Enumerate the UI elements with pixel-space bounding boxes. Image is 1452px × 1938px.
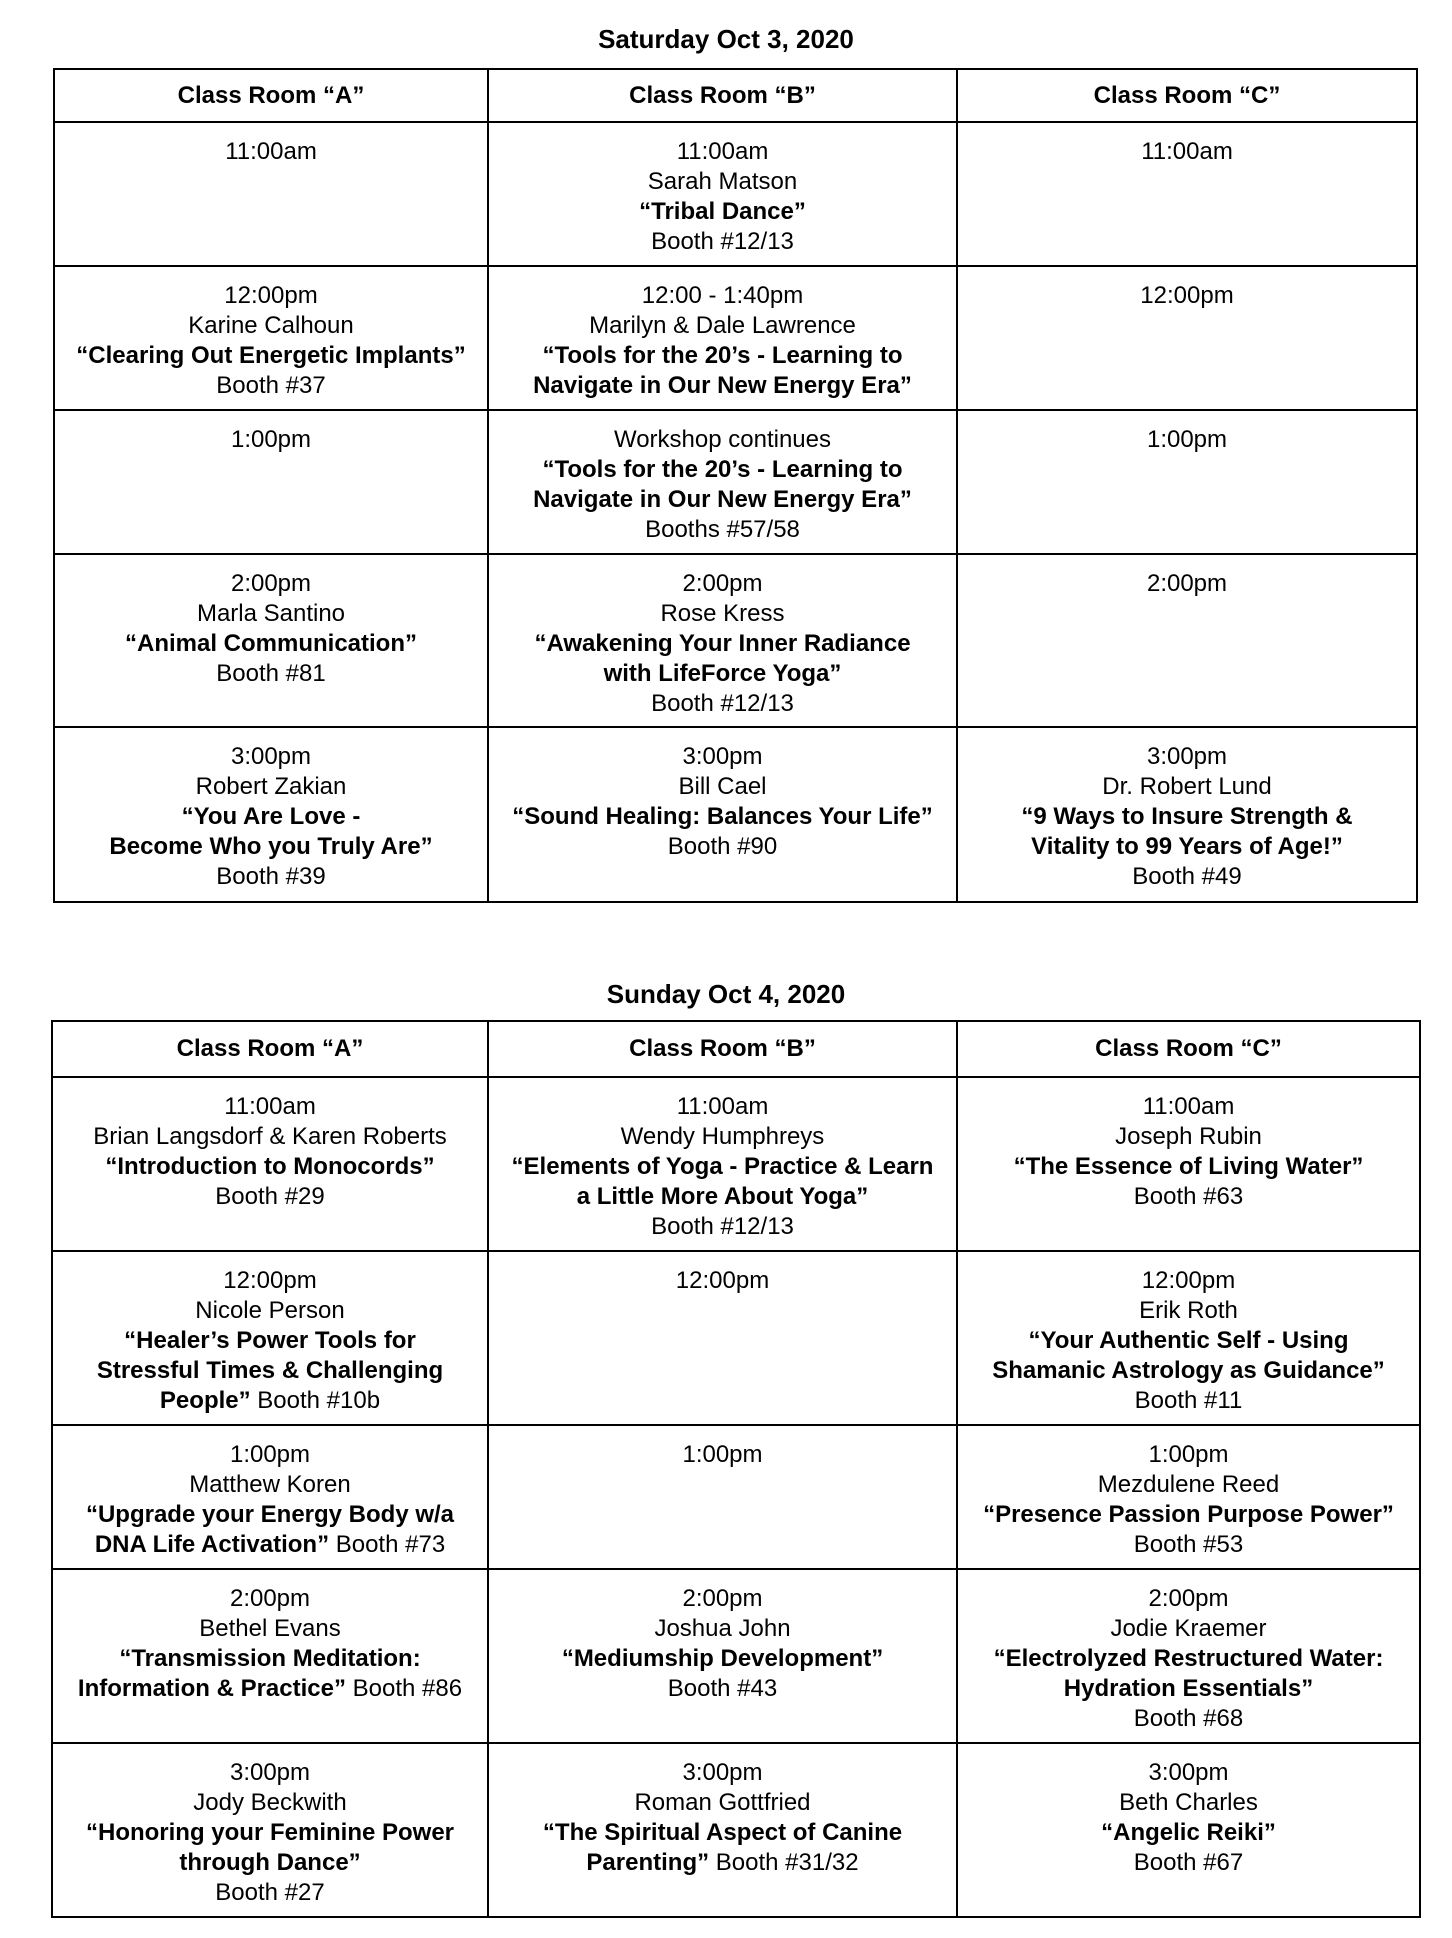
session-text-line [59,1296,481,1326]
title-text: Parenting” [586,1849,710,1876]
text: 3:00pm [1148,1759,1229,1786]
session-time [59,1266,481,1296]
session-text-line [964,1530,1413,1560]
text: 12:00pm [1141,1267,1236,1294]
session-text-line [61,311,481,341]
session-text-line [495,515,950,545]
text: 2:00pm [1146,570,1228,597]
session-text-line [964,772,1410,802]
session-text-line [495,1674,950,1704]
session-text-line [61,659,481,689]
session-cell-room-a [54,410,488,554]
session-title-line [495,1818,950,1848]
session-title-line [59,1674,481,1704]
session-time [61,425,481,455]
session-title-line [59,1530,481,1560]
text: 11:00am [225,138,317,165]
title-text: “The Spiritual Aspect of Canine [542,1819,903,1846]
title-text: “Honoring your Feminine Power [85,1819,455,1846]
text: 12:00pm [224,282,318,309]
session-time [495,1092,950,1122]
text: 1:00pm [229,1441,311,1468]
session-text-line [59,1878,481,1908]
text: Dr. Robert Lund [1102,773,1272,800]
session-text-line [964,1182,1413,1212]
session-cell-room-c [957,1251,1420,1425]
text: Rose Kress [660,600,785,627]
text: 2:00pm [1148,1585,1229,1612]
session-cell-room-b [488,1743,957,1917]
session-time [964,281,1410,311]
room-a-header: Class Room “A” [54,69,488,122]
text: 11:00am [676,1093,769,1120]
session-cell-room-b [488,1569,957,1743]
title-text: DNA Life Activation” [94,1531,330,1558]
session-title-line [495,629,950,659]
saturday-title: Saturday Oct 3, 2020 [598,24,854,54]
session-title-line [495,802,950,832]
title-text: “You Are Love - [181,803,361,830]
title-text: Become Who you Truly Are” [109,833,433,860]
text: Sarah Matson [647,168,798,195]
text: Erik Roth [1139,1297,1238,1324]
session-text-line [59,1614,481,1644]
title-text: “Tools for the 20’s - Learning to [542,456,903,483]
title-text: “Transmission Meditation: [119,1645,421,1672]
text: 3:00pm [682,1759,763,1786]
text: Booth #68 [1133,1705,1244,1732]
session-time [495,425,950,455]
title-text: Vitality to 99 Years of Age!” [1031,833,1343,860]
session-text-line [61,862,481,892]
text: 1:00pm [682,1441,763,1468]
session-cell-room-b [488,727,957,902]
text: Bethel Evans [199,1615,341,1642]
session-time [495,1584,950,1614]
title-text: “Elements of Yoga - Practice & Learn [511,1153,934,1180]
session-title-line [495,455,950,485]
session-title-line [964,1674,1413,1704]
session-text-line [495,599,950,629]
session-title-line [59,1848,481,1878]
title-text: Stressful Times & Challenging [96,1357,444,1384]
session-title-line [61,832,481,862]
session-text-line [964,1470,1413,1500]
session-title-line [495,197,950,227]
session-text-line [59,1122,481,1152]
title-text: “Tribal Dance” [639,198,806,225]
title-text: “Clearing Out Energetic Implants” [76,342,466,369]
text: 3:00pm [230,743,312,770]
text: 1:00pm [1146,426,1228,453]
session-text-line [964,862,1410,892]
session-title-line [964,1356,1413,1386]
text: Booth #39 [216,863,326,890]
text: Booth #43 [667,1675,778,1702]
session-time [61,281,481,311]
session-title-line [59,1818,481,1848]
session-title-line [964,832,1410,862]
title-text: “Electrolyzed Restructured Water: [993,1645,1384,1672]
session-text-line [495,689,950,719]
text: Jodie Kraemer [1110,1615,1267,1642]
schedule-row [52,1569,1420,1743]
session-text-line [495,311,950,341]
text: Booth #81 [216,660,326,687]
session-time [61,569,481,599]
session-cell-room-a [54,727,488,902]
text: 12:00pm [1140,282,1234,309]
text: Booths #57/58 [645,516,800,543]
session-title-line [59,1386,481,1416]
text: Robert Zakian [195,773,347,800]
session-text-line [964,1848,1413,1878]
text: 3:00pm [1146,743,1228,770]
sunday-title: Sunday Oct 4, 2020 [606,979,846,1009]
session-text-line [964,1704,1413,1734]
session-cell-room-a [54,266,488,410]
text: Booth #12/13 [651,690,794,717]
session-text-line [61,772,481,802]
session-text-line [964,1788,1413,1818]
text: 12:00 - 1:40pm [641,282,804,309]
text: 2:00pm [682,570,763,597]
text: Karine Calhoun [188,312,354,339]
session-text-line [61,371,481,401]
text: 11:00am [1142,1093,1235,1120]
session-title-line [495,1644,950,1674]
title-text: Shamanic Astrology as Guidance” [992,1357,1385,1384]
saturday-schedule-table [53,68,1418,903]
text: Matthew Koren [189,1471,351,1498]
session-cell-room-b [488,410,957,554]
schedule-row [52,1425,1420,1569]
session-cell-room-c [957,1077,1420,1251]
schedule-row [54,410,1417,554]
sunday-schedule-table [51,1020,1421,1918]
session-time [964,425,1410,455]
session-cell-room-c [957,1743,1420,1917]
schedule-row [52,1077,1420,1251]
session-cell-room-c [957,122,1417,266]
session-time [59,1092,481,1122]
text: Nicole Person [195,1297,345,1324]
session-title-line [59,1356,481,1386]
title-text: “Angelic Reiki” [1101,1819,1276,1846]
booth-number: Booth #10b [250,1387,381,1414]
session-title-line [495,371,950,401]
title-text: “Awakening Your Inner Radiance [534,630,911,657]
session-cell-room-c [957,727,1417,902]
session-time [964,1440,1413,1470]
session-title-line [59,1500,481,1530]
session-time [964,1266,1413,1296]
session-time [59,1584,481,1614]
session-title-line [59,1326,481,1356]
text: 11:00am [676,138,769,165]
session-text-line [964,1296,1413,1326]
title-text: “Sound Healing: Balances Your Life” [512,803,933,830]
session-time [61,742,481,772]
text: 1:00pm [1148,1441,1229,1468]
session-time [964,1584,1413,1614]
session-text-line [964,1122,1413,1152]
title-text: “Mediumship Development” [561,1645,884,1672]
room-b-header: Class Room “B” [488,1021,957,1077]
session-time [964,742,1410,772]
session-time [964,137,1410,167]
session-time [59,1758,481,1788]
session-text-line [59,1182,481,1212]
session-title-line [495,341,950,371]
booth-number: Booth #73 [329,1531,446,1558]
session-text-line [495,1788,950,1818]
title-text: People” [159,1387,251,1414]
room-b-header: Class Room “B” [488,69,957,122]
text: Booth #12/13 [651,228,794,255]
session-text-line [61,599,481,629]
text: Booth #67 [1133,1849,1244,1876]
text: 2:00pm [229,1585,311,1612]
session-cell-room-a [52,1569,488,1743]
text: Mezdulene Reed [1097,1471,1280,1498]
text: Bill Cael [678,773,767,800]
session-title-line [964,1818,1413,1848]
session-title-line [964,802,1410,832]
session-cell-room-b [488,1425,957,1569]
session-time [964,1758,1413,1788]
session-cell-room-a [52,1743,488,1917]
text: 3:00pm [229,1759,311,1786]
title-text: “The Essence of Living Water” [1013,1153,1364,1180]
title-text: “9 Ways to Insure Strength & [1021,803,1353,830]
title-text: “Presence Passion Purpose Power” [983,1501,1394,1528]
session-cell-room-c [957,554,1417,727]
text: 12:00pm [223,1267,317,1294]
schedule-row [54,727,1417,902]
session-cell-room-b [488,554,957,727]
session-time [495,1266,950,1296]
session-title-line [964,1326,1413,1356]
text: 11:00am [1141,138,1233,165]
session-time [495,281,950,311]
session-time [59,1440,481,1470]
text: Jody Beckwith [193,1789,347,1816]
text: 2:00pm [230,570,312,597]
session-text-line [964,1614,1413,1644]
session-time [495,137,950,167]
schedule-row [54,554,1417,727]
text: Booth #90 [667,833,778,860]
text: Booth #63 [1133,1183,1244,1210]
session-text-line [495,1212,950,1242]
text: Joseph Rubin [1115,1123,1262,1150]
text: Booth #27 [215,1879,325,1906]
title-text: through Dance” [179,1849,361,1876]
room-c-header: Class Room “C” [957,1021,1420,1077]
text: Booth #53 [1133,1531,1244,1558]
session-title-line [964,1500,1413,1530]
session-text-line [495,832,950,862]
session-cell-room-b [488,1077,957,1251]
session-cell-room-c [957,410,1417,554]
session-text-line [964,1386,1413,1416]
session-title-line [61,802,481,832]
session-time [964,569,1410,599]
session-text-line [59,1788,481,1818]
text: Marla Santino [196,600,346,627]
session-title-line [964,1644,1413,1674]
schedule-row [52,1743,1420,1917]
session-title-line [61,629,481,659]
session-text-line [495,227,950,257]
session-title-line [495,485,950,515]
session-title-line [59,1152,481,1182]
session-text-line [495,1122,950,1152]
session-time [61,137,481,167]
session-text-line [495,772,950,802]
title-text: “Introduction to Monocords” [105,1153,435,1180]
session-time [495,569,950,599]
text: Marilyn & Dale Lawrence [589,312,856,339]
title-text: a Little More About Yoga” [576,1183,869,1210]
room-c-header: Class Room “C” [957,69,1417,122]
text: Joshua John [654,1615,791,1642]
text: Booth #49 [1132,863,1242,890]
session-time [495,1758,950,1788]
booth-number: Booth #86 [345,1675,463,1702]
text: 11:00am [224,1093,316,1120]
session-cell-room-b [488,122,957,266]
text: 2:00pm [682,1585,763,1612]
title-text: Navigate in Our New Energy Era” [533,372,912,399]
title-text: “Your Authentic Self - Using [1028,1327,1349,1354]
session-title-line [495,1182,950,1212]
text: Beth Charles [1119,1789,1258,1816]
title-text: Navigate in Our New Energy Era” [533,486,912,513]
text: Booth #37 [216,372,326,399]
session-cell-room-a [54,122,488,266]
session-title-line [61,341,481,371]
booth-number: Booth #31/32 [709,1849,859,1876]
title-text: “Animal Communication” [124,630,418,657]
text: Booth #29 [215,1183,325,1210]
session-cell-room-a [52,1251,488,1425]
session-title-line [495,1848,950,1878]
title-text: with LifeForce Yoga” [603,660,842,687]
text: Booth #12/13 [651,1213,794,1240]
schedule-row [54,122,1417,266]
session-title-line [59,1644,481,1674]
session-cell-room-a [52,1425,488,1569]
session-cell-room-a [54,554,488,727]
session-time [495,742,950,772]
schedule-row [52,1251,1420,1425]
session-time [495,1440,950,1470]
text: 12:00pm [675,1267,770,1294]
title-text: Information & Practice” [77,1675,346,1702]
session-title-line [964,1152,1413,1182]
schedule-row [54,266,1417,410]
session-text-line [495,1614,950,1644]
text: Booth #11 [1134,1387,1243,1414]
session-cell-room-c [957,1569,1420,1743]
text: 1:00pm [230,426,312,453]
text: Brian Langsdorf & Karen Roberts [93,1123,447,1150]
session-cell-room-c [957,1425,1420,1569]
text: Wendy Humphreys [620,1123,825,1150]
text: Roman Gottfried [634,1789,811,1816]
session-text-line [59,1470,481,1500]
room-a-header: Class Room “A” [52,1021,488,1077]
title-text: Hydration Essentials” [1063,1675,1314,1702]
session-cell-room-b [488,266,957,410]
session-title-line [495,659,950,689]
title-text: “Upgrade your Energy Body w/a [85,1501,455,1528]
session-title-line [495,1152,950,1182]
session-time [964,1092,1413,1122]
session-cell-room-c [957,266,1417,410]
title-text: “Healer’s Power Tools for [124,1327,416,1354]
session-text-line [495,167,950,197]
title-text: “Tools for the 20’s - Learning to [542,342,903,369]
text: Workshop continues [613,426,831,453]
session-cell-room-a [52,1077,488,1251]
text: 3:00pm [682,743,763,770]
session-cell-room-b [488,1251,957,1425]
